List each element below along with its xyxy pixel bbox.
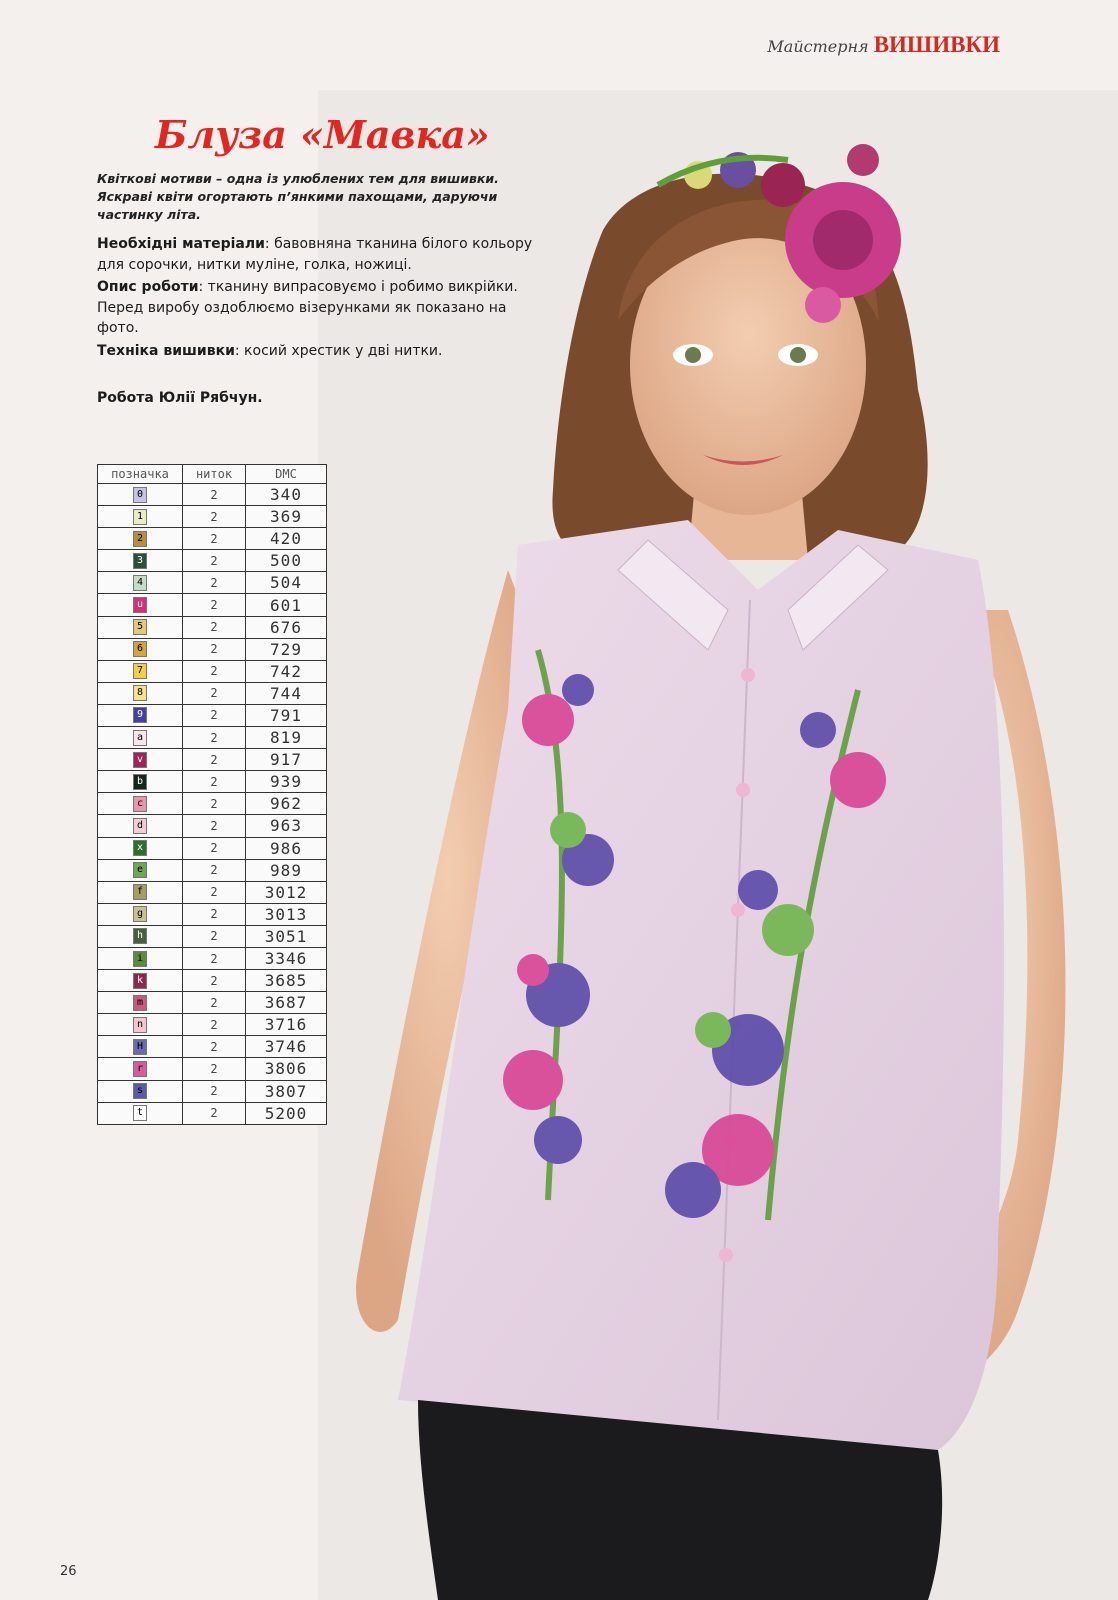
dmc-cell: 3746 xyxy=(246,1036,327,1058)
dmc-cell: 742 xyxy=(246,660,327,682)
header-threads: ниток xyxy=(183,465,246,484)
header-dmc: DMC xyxy=(246,465,327,484)
dmc-cell: 3051 xyxy=(246,925,327,947)
table-row xyxy=(98,572,327,594)
symbol-cell xyxy=(98,616,183,638)
threads-cell: 2 xyxy=(183,1014,246,1036)
color-swatch: b xyxy=(133,774,147,790)
thread-key-table xyxy=(97,464,327,1125)
symbol-cell xyxy=(98,1014,183,1036)
table-row xyxy=(98,550,327,572)
symbol-cell xyxy=(98,859,183,881)
symbol-cell xyxy=(98,947,183,969)
threads-cell: 2 xyxy=(183,704,246,726)
header-section: ВИШИВКИ xyxy=(873,32,1000,57)
threads-cell: 2 xyxy=(183,970,246,992)
dmc-cell: 420 xyxy=(246,528,327,550)
table-row xyxy=(98,1080,327,1102)
threads-cell: 2 xyxy=(183,947,246,969)
table-row xyxy=(98,506,327,528)
article-intro: Квіткові мотиви – одна із улюблених тем для вишивки. Яскраві квіти огортають п’янкими пахощами, даруючи частинку літа. xyxy=(97,171,499,222)
threads-cell: 2 xyxy=(183,594,246,616)
color-swatch: n xyxy=(133,1017,147,1033)
table-row xyxy=(98,970,327,992)
color-swatch: v xyxy=(133,752,147,768)
color-swatch: 1 xyxy=(133,509,147,525)
table-row xyxy=(98,660,327,682)
color-swatch: f xyxy=(133,884,147,900)
dmc-cell: 369 xyxy=(246,506,327,528)
symbol-cell xyxy=(98,793,183,815)
color-swatch: s xyxy=(133,1083,147,1099)
key-table-body xyxy=(98,484,327,1125)
threads-cell: 2 xyxy=(183,815,246,837)
threads-cell: 2 xyxy=(183,1058,246,1080)
dmc-cell: 3346 xyxy=(246,947,327,969)
table-row xyxy=(98,1036,327,1058)
table-row xyxy=(98,616,327,638)
color-swatch: 8 xyxy=(133,685,147,701)
table-row xyxy=(98,793,327,815)
dmc-cell: 989 xyxy=(246,859,327,881)
table-row xyxy=(98,484,327,506)
dmc-cell: 3807 xyxy=(246,1080,327,1102)
threads-cell: 2 xyxy=(183,528,246,550)
threads-cell: 2 xyxy=(183,837,246,859)
table-row xyxy=(98,771,327,793)
color-swatch: m xyxy=(133,995,147,1011)
symbol-cell xyxy=(98,528,183,550)
table-row xyxy=(98,528,327,550)
threads-cell: 2 xyxy=(183,903,246,925)
dmc-cell: 744 xyxy=(246,682,327,704)
threads-cell: 2 xyxy=(183,506,246,528)
table-row xyxy=(98,881,327,903)
materials-text: : бавовняна тканина білого кольору для сорочки, нитки муліне, голка, ножиці. xyxy=(97,236,533,273)
header-script: Майстерня xyxy=(767,37,869,56)
threads-cell: 2 xyxy=(183,616,246,638)
color-swatch: g xyxy=(133,906,147,922)
dmc-cell: 963 xyxy=(246,815,327,837)
article-title: Блуза «Мавка» xyxy=(155,112,490,157)
table-row xyxy=(98,1014,327,1036)
dmc-cell: 3806 xyxy=(246,1058,327,1080)
header-symbol: позначка xyxy=(98,465,183,484)
technique-paragraph xyxy=(97,341,537,362)
color-swatch: 0 xyxy=(133,487,147,503)
table-row xyxy=(98,837,327,859)
threads-cell: 2 xyxy=(183,749,246,771)
dmc-cell: 962 xyxy=(246,793,327,815)
symbol-cell xyxy=(98,572,183,594)
symbol-cell xyxy=(98,771,183,793)
symbol-cell xyxy=(98,1036,183,1058)
materials-label: Необхідні матеріали xyxy=(97,236,265,252)
color-swatch: x xyxy=(133,840,147,856)
threads-cell: 2 xyxy=(183,1080,246,1102)
table-row xyxy=(98,903,327,925)
table-row xyxy=(98,992,327,1014)
color-swatch: i xyxy=(133,951,147,967)
color-swatch: H xyxy=(133,1039,147,1055)
dmc-cell: 986 xyxy=(246,837,327,859)
threads-cell: 2 xyxy=(183,550,246,572)
symbol-cell xyxy=(98,550,183,572)
color-swatch: 4 xyxy=(133,575,147,591)
symbol-cell xyxy=(98,506,183,528)
threads-cell: 2 xyxy=(183,793,246,815)
color-swatch: 3 xyxy=(133,553,147,569)
table-row xyxy=(98,925,327,947)
table-row xyxy=(98,749,327,771)
color-swatch: 2 xyxy=(133,531,147,547)
dmc-cell: 340 xyxy=(246,484,327,506)
dmc-cell: 917 xyxy=(246,749,327,771)
article-body xyxy=(97,234,537,363)
table-row xyxy=(98,859,327,881)
table-row xyxy=(98,727,327,749)
dmc-cell: 3012 xyxy=(246,881,327,903)
threads-cell: 2 xyxy=(183,1036,246,1058)
color-swatch: 9 xyxy=(133,707,147,723)
threads-cell: 2 xyxy=(183,572,246,594)
color-swatch: t xyxy=(133,1105,147,1121)
symbol-cell xyxy=(98,660,183,682)
dmc-cell: 939 xyxy=(246,771,327,793)
threads-cell: 2 xyxy=(183,881,246,903)
dmc-cell: 729 xyxy=(246,638,327,660)
symbol-cell xyxy=(98,594,183,616)
symbol-cell xyxy=(98,1080,183,1102)
work-text: : тканину випрасовуємо і робимо викрійки. Перед виробу оздоблюємо візерунками як показано на фото. xyxy=(97,279,518,336)
key-table-header xyxy=(98,465,327,484)
dmc-cell: 504 xyxy=(246,572,327,594)
dmc-cell: 500 xyxy=(246,550,327,572)
table-row xyxy=(98,638,327,660)
dmc-cell: 3013 xyxy=(246,903,327,925)
table-row xyxy=(98,594,327,616)
table-row xyxy=(98,682,327,704)
threads-cell: 2 xyxy=(183,484,246,506)
color-swatch: 6 xyxy=(133,641,147,657)
threads-cell: 2 xyxy=(183,992,246,1014)
symbol-cell xyxy=(98,682,183,704)
table-row xyxy=(98,947,327,969)
table-row xyxy=(98,1058,327,1080)
page-number: 26 xyxy=(60,1564,77,1579)
symbol-cell xyxy=(98,1102,183,1124)
dmc-cell: 819 xyxy=(246,727,327,749)
table-row xyxy=(98,1102,327,1124)
dmc-cell: 3716 xyxy=(246,1014,327,1036)
color-swatch: 7 xyxy=(133,663,147,679)
table-row xyxy=(98,704,327,726)
work-paragraph xyxy=(97,277,537,339)
technique-text: : косий хрестик у дві нитки. xyxy=(234,342,443,359)
symbol-cell xyxy=(98,1058,183,1080)
symbol-cell xyxy=(98,815,183,837)
dmc-cell: 791 xyxy=(246,704,327,726)
dmc-cell: 676 xyxy=(246,616,327,638)
symbol-cell xyxy=(98,484,183,506)
threads-cell: 2 xyxy=(183,925,246,947)
symbol-cell xyxy=(98,727,183,749)
color-swatch: 5 xyxy=(133,619,147,635)
symbol-cell xyxy=(98,903,183,925)
dmc-cell: 601 xyxy=(246,594,327,616)
threads-cell: 2 xyxy=(183,682,246,704)
color-swatch: r xyxy=(133,1061,147,1077)
symbol-cell xyxy=(98,970,183,992)
color-swatch: e xyxy=(133,862,147,878)
table-row xyxy=(98,815,327,837)
magazine-header xyxy=(767,32,1000,58)
symbol-cell xyxy=(98,992,183,1014)
color-swatch: h xyxy=(133,928,147,944)
work-label: Опис роботи xyxy=(97,279,199,295)
symbol-cell xyxy=(98,837,183,859)
threads-cell: 2 xyxy=(183,660,246,682)
symbol-cell xyxy=(98,925,183,947)
threads-cell: 2 xyxy=(183,1102,246,1124)
color-swatch: k xyxy=(133,973,147,989)
symbol-cell xyxy=(98,638,183,660)
threads-cell: 2 xyxy=(183,638,246,660)
dmc-cell: 5200 xyxy=(246,1102,327,1124)
dmc-cell: 3685 xyxy=(246,970,327,992)
color-swatch: c xyxy=(133,796,147,812)
author-credit: Робота Юлії Рябчун. xyxy=(97,390,263,406)
color-swatch: a xyxy=(133,730,147,746)
materials-paragraph xyxy=(97,234,537,275)
symbol-cell xyxy=(98,704,183,726)
threads-cell: 2 xyxy=(183,727,246,749)
symbol-cell xyxy=(98,749,183,771)
threads-cell: 2 xyxy=(183,771,246,793)
color-swatch: d xyxy=(133,818,147,834)
color-swatch: u xyxy=(133,597,147,613)
threads-cell: 2 xyxy=(183,859,246,881)
dmc-cell: 3687 xyxy=(246,992,327,1014)
symbol-cell xyxy=(98,881,183,903)
technique-label: Техніка вишивки xyxy=(97,342,235,359)
